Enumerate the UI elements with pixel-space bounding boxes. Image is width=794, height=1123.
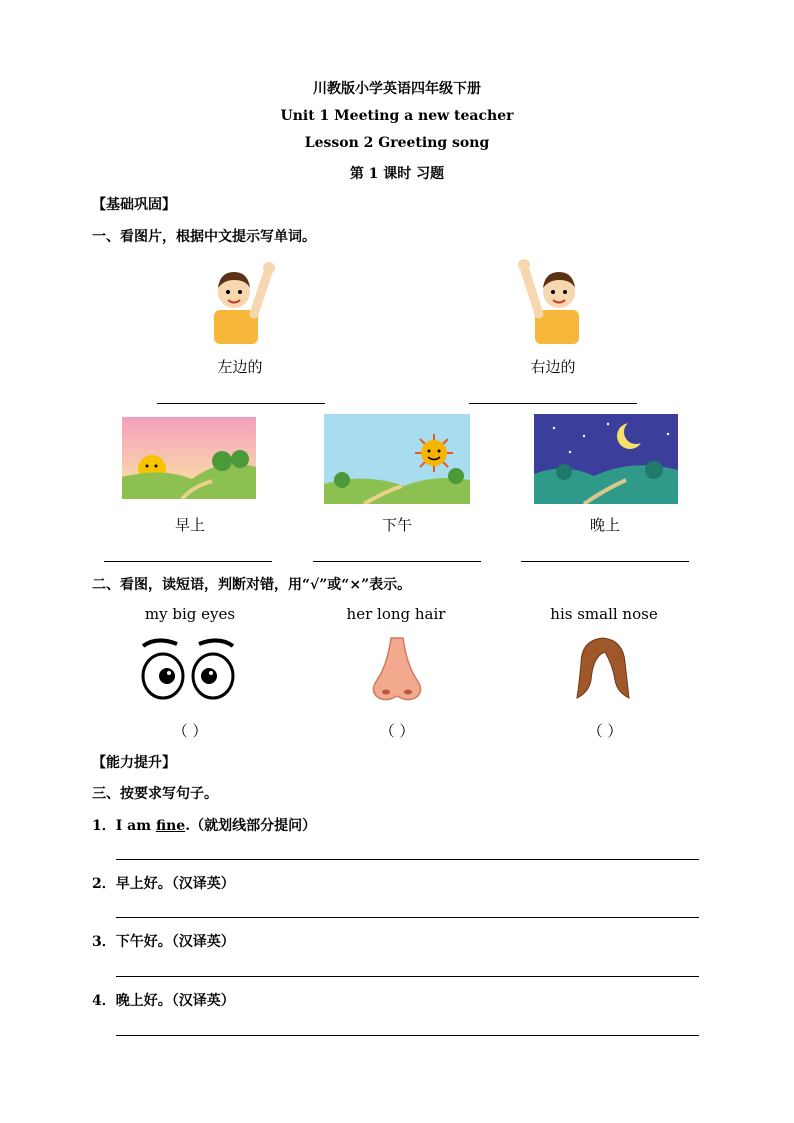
q3-item-4-text: 晚上好。（汉译英）	[115, 993, 235, 1009]
label-right: 右边的	[530, 358, 576, 376]
q3-item-1-num: 1．	[92, 818, 116, 834]
q3-item-4	[92, 990, 235, 1010]
nose-icon	[369, 636, 425, 702]
answer-line-right[interactable]	[469, 403, 637, 404]
period-title: 第 1 课时 习题	[349, 166, 445, 182]
q3-item-1-underlined: fine	[155, 818, 186, 834]
q3-item-2-num: 2．	[92, 876, 116, 892]
q3-item-1-post: .（就划线部分提问）	[185, 818, 317, 834]
answer-line-left[interactable]	[157, 403, 325, 404]
hair-icon	[575, 636, 631, 702]
q3-item-1	[92, 815, 316, 835]
q3-title: 三、按要求写句子。	[92, 786, 218, 802]
answer-bracket-3[interactable]: （ ）	[587, 722, 623, 740]
afternoon-scene-image	[324, 414, 470, 504]
answer-line-morning[interactable]	[104, 561, 272, 562]
answer-line-afternoon[interactable]	[313, 561, 481, 562]
night-scene-image	[534, 414, 678, 504]
answer-line-q3-1[interactable]	[116, 859, 699, 860]
q3-item-3-num: 3．	[92, 934, 116, 950]
eyes-icon	[137, 636, 239, 702]
boy-left-hand-image	[206, 258, 278, 344]
unit-title: Unit 1 Meeting a new teacher	[280, 108, 514, 124]
phrase-eyes: my big eyes	[144, 605, 236, 623]
label-morning: 早上	[174, 516, 205, 534]
label-afternoon: 下午	[381, 516, 412, 534]
boy-right-hand-image	[515, 256, 587, 344]
section-basic: 【基础巩固】	[92, 197, 176, 213]
q3-item-3-text: 下午好。（汉译英）	[115, 934, 235, 950]
section-advanced: 【能力提升】	[92, 755, 176, 771]
answer-line-q3-2[interactable]	[116, 917, 699, 918]
answer-line-q3-3[interactable]	[116, 976, 699, 977]
sunrise-scene-image	[122, 417, 256, 499]
answer-bracket-2[interactable]: （ ）	[379, 722, 415, 740]
answer-line-evening[interactable]	[521, 561, 689, 562]
label-evening: 晚上	[589, 516, 620, 534]
answer-line-q3-4[interactable]	[116, 1035, 699, 1036]
answer-bracket-1[interactable]: （ ）	[172, 722, 208, 740]
label-left: 左边的	[217, 358, 263, 376]
doc-title: 川教版小学英语四年级下册	[313, 81, 481, 97]
q2-title: 二、看图，读短语，判断对错，用“√”或“×”表示。	[92, 577, 412, 593]
q3-item-2	[92, 873, 235, 893]
q3-item-4-num: 4．	[92, 993, 116, 1009]
q3-item-3	[92, 931, 235, 951]
q3-item-2-text: 早上好。（汉译英）	[115, 876, 235, 892]
phrase-nose: his small nose	[550, 605, 658, 623]
phrase-hair: her long hair	[346, 605, 446, 623]
q3-item-1-pre: I am	[115, 818, 156, 834]
q1-title: 一、看图片，根据中文提示写单词。	[92, 229, 316, 245]
lesson-title: Lesson 2 Greeting song	[304, 135, 490, 151]
